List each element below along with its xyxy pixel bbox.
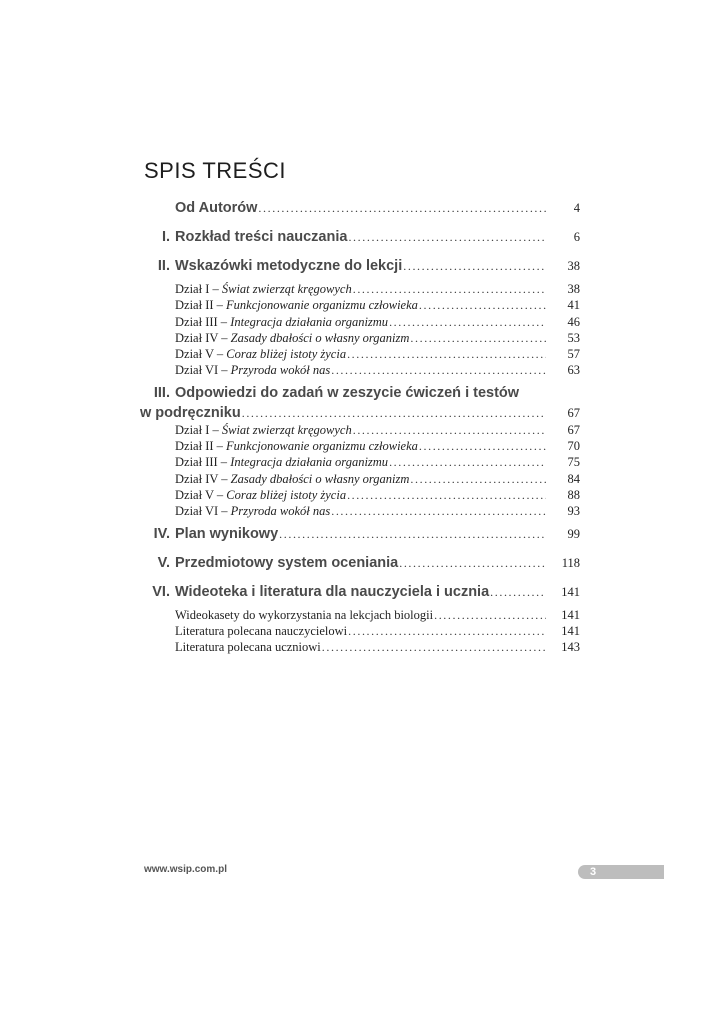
dot-leader bbox=[410, 331, 546, 346]
page-ref: 41 bbox=[567, 298, 580, 313]
dot-leader bbox=[279, 527, 546, 542]
page-ref: 38 bbox=[567, 282, 580, 296]
section-title: Przedmiotowy system oceniania bbox=[175, 554, 399, 571]
toc-subentry[interactable] bbox=[140, 488, 580, 504]
dot-leader bbox=[347, 488, 546, 503]
page-ref: 141 bbox=[561, 584, 580, 599]
subentry-title: Literatura polecana uczniowi bbox=[175, 640, 321, 655]
toc-subentry[interactable] bbox=[140, 504, 580, 520]
page-ref: 70 bbox=[567, 439, 580, 454]
dot-leader bbox=[322, 640, 546, 655]
section-number: I. bbox=[161, 229, 170, 245]
toc-entry[interactable] bbox=[140, 555, 580, 579]
toc-section-6 bbox=[140, 584, 580, 657]
section-title: Wskazówki metodyczne do lekcji bbox=[175, 258, 403, 274]
dot-leader bbox=[348, 624, 546, 639]
toc-subentry[interactable] bbox=[140, 439, 580, 455]
page-ref: 141 bbox=[561, 623, 580, 638]
page-ref: 118 bbox=[561, 555, 580, 570]
toc-subentry[interactable] bbox=[140, 363, 580, 379]
dot-leader bbox=[419, 298, 546, 313]
dot-leader bbox=[353, 282, 546, 297]
dot-leader bbox=[331, 504, 546, 519]
toc-subentry[interactable] bbox=[140, 455, 580, 471]
page-number-tab bbox=[578, 865, 664, 879]
dot-leader bbox=[399, 556, 546, 571]
dot-leader bbox=[434, 608, 546, 623]
page-ref: 75 bbox=[567, 455, 580, 470]
page-ref: 46 bbox=[567, 314, 580, 329]
toc-subentry[interactable] bbox=[140, 624, 580, 640]
dot-leader bbox=[403, 259, 546, 274]
page-ref: 53 bbox=[567, 330, 580, 345]
section-title: Plan wynikowy bbox=[175, 525, 279, 542]
page-ref: 6 bbox=[573, 230, 580, 244]
section-number: III. bbox=[153, 384, 170, 401]
toc-subentry[interactable] bbox=[140, 331, 580, 347]
toc-entry[interactable] bbox=[140, 584, 580, 608]
dot-leader bbox=[347, 347, 546, 362]
page-title: SPIS TREŚCI bbox=[144, 158, 287, 183]
dot-leader bbox=[410, 472, 546, 487]
toc-subentry[interactable] bbox=[140, 298, 580, 314]
subentry-title: Dział VI – Przyroda wokół nas bbox=[175, 504, 331, 519]
section-number bbox=[140, 200, 175, 216]
dot-leader bbox=[331, 363, 546, 378]
page-ref: 93 bbox=[567, 504, 580, 519]
section-title: Od Autorów bbox=[175, 200, 258, 216]
page-ref: 4 bbox=[573, 201, 580, 215]
dot-leader bbox=[389, 315, 546, 330]
page-number: 3 bbox=[590, 866, 597, 878]
subentry-title: Literatura polecana nauczycielowi bbox=[175, 623, 348, 638]
subentry-title: Dział II – Funkcjonowanie organizmu człowieka bbox=[175, 298, 418, 313]
subentry-title: Wideokasety do wykorzystania na lekcjach biologii bbox=[175, 607, 434, 622]
section-title: Rozkład treści nauczania bbox=[175, 229, 348, 245]
section-title-continued: w podręczniku bbox=[140, 404, 241, 421]
page-ref: 57 bbox=[567, 347, 580, 362]
toc-section-5 bbox=[140, 555, 580, 579]
toc-subentry[interactable] bbox=[140, 472, 580, 488]
page-ref: 38 bbox=[567, 259, 580, 273]
dot-leader bbox=[242, 406, 546, 421]
toc-entry[interactable] bbox=[140, 258, 580, 282]
page-ref: 143 bbox=[561, 640, 580, 655]
toc-entry-line1[interactable] bbox=[140, 385, 580, 405]
footer-url[interactable]: www.wsip.com.pl bbox=[144, 864, 227, 875]
section-title: Odpowiedzi do zadań w zeszycie ćwiczeń i testów bbox=[175, 384, 520, 401]
toc-section-3 bbox=[140, 385, 580, 521]
subentry-title: Dział V – Coraz bliżej istoty życia bbox=[175, 487, 347, 502]
toc-subentry[interactable] bbox=[140, 315, 580, 331]
toc-section-2 bbox=[140, 258, 580, 380]
dot-leader bbox=[490, 585, 546, 600]
subentry-title: Dział III – Integracja działania organizmu bbox=[175, 314, 389, 329]
dot-leader bbox=[353, 423, 546, 438]
subentry-title: Dział II – Funkcjonowanie organizmu człowieka bbox=[175, 439, 418, 454]
section-number: VI. bbox=[152, 583, 170, 600]
table-of-contents bbox=[140, 200, 580, 661]
subentry-title: Dział I – Świat zwierząt kręgowych bbox=[175, 422, 352, 437]
subentry-title: Dział IV – Zasady dbałości o własny organizm bbox=[175, 330, 410, 345]
page-ref: 63 bbox=[567, 363, 580, 378]
toc-entry[interactable] bbox=[140, 229, 580, 253]
toc-subentry[interactable] bbox=[140, 608, 580, 624]
subentry-title: Dział IV – Zasady dbałości o własny organizm bbox=[175, 471, 410, 486]
toc-entry[interactable] bbox=[140, 526, 580, 550]
section-number: II. bbox=[157, 258, 170, 274]
page-ref: 99 bbox=[567, 526, 580, 541]
toc-section-od-autorow bbox=[140, 200, 580, 224]
section-number: IV. bbox=[153, 525, 170, 542]
subentry-title: Dział I – Świat zwierząt kręgowych bbox=[175, 282, 352, 296]
dot-leader bbox=[348, 230, 546, 245]
page-ref: 141 bbox=[561, 607, 580, 622]
section-number: V. bbox=[157, 554, 170, 571]
toc-subentry[interactable] bbox=[140, 640, 580, 656]
toc-subentry[interactable] bbox=[140, 282, 580, 298]
page-ref: 67 bbox=[567, 405, 580, 420]
section-title: Wideoteka i literatura dla nauczyciela i ucznia bbox=[175, 583, 490, 600]
toc-section-1 bbox=[140, 229, 580, 253]
subentry-title: Dział VI – Przyroda wokół nas bbox=[175, 363, 331, 378]
subentry-title: Dział V – Coraz bliżej istoty życia bbox=[175, 347, 347, 362]
page-ref: 67 bbox=[567, 422, 580, 437]
toc-subentry[interactable] bbox=[140, 347, 580, 363]
toc-section-4 bbox=[140, 526, 580, 550]
subentry-title: Dział III – Integracja działania organizmu bbox=[175, 455, 389, 470]
page-ref: 84 bbox=[567, 471, 580, 486]
toc-subentry[interactable] bbox=[140, 423, 580, 439]
toc-entry[interactable] bbox=[140, 200, 580, 224]
toc-entry-line2[interactable] bbox=[140, 405, 580, 423]
page-ref: 88 bbox=[567, 487, 580, 502]
dot-leader bbox=[389, 455, 546, 470]
dot-leader bbox=[419, 439, 546, 454]
dot-leader bbox=[258, 201, 546, 216]
